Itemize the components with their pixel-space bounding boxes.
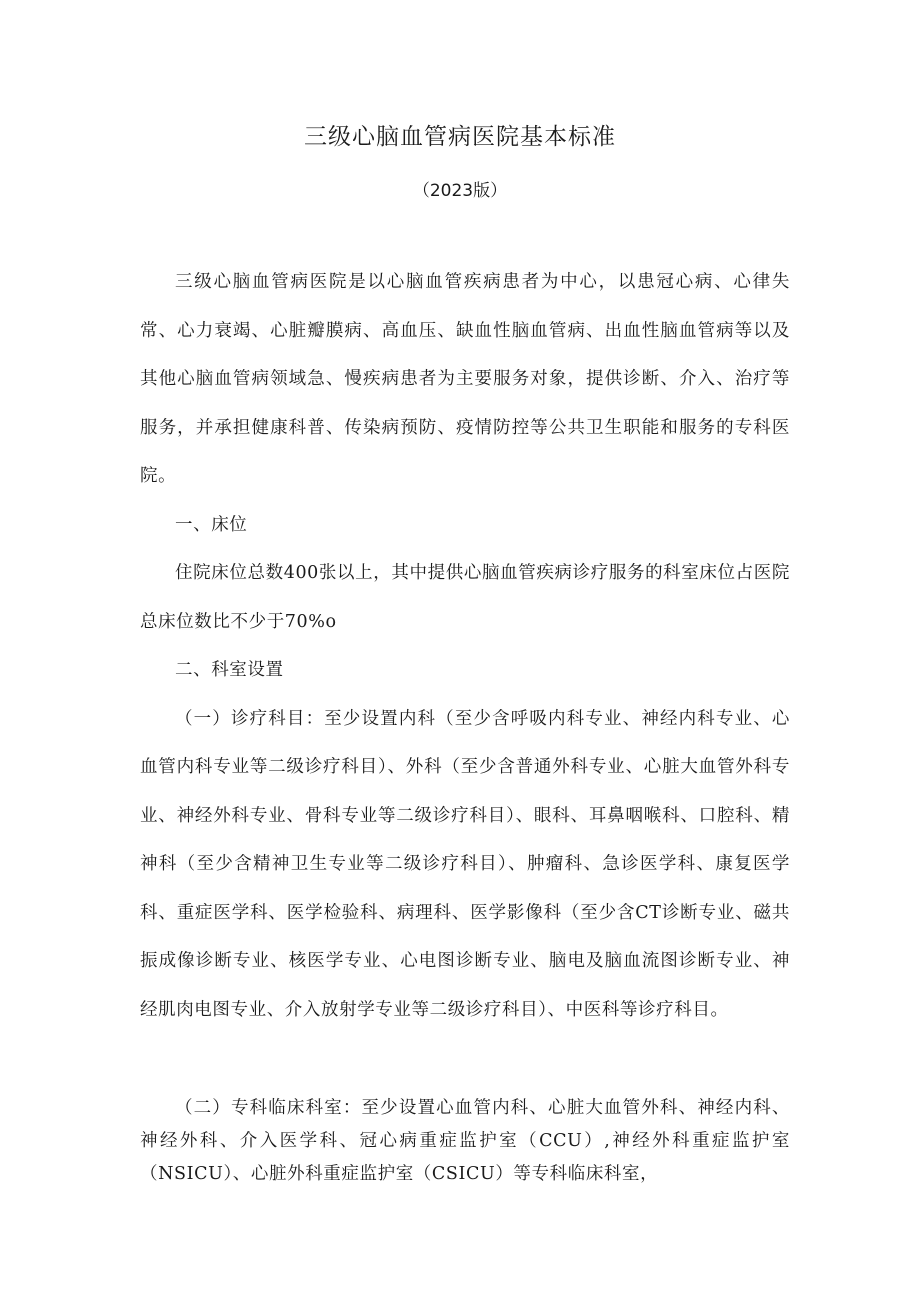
intro-paragraph: 三级心脑血管病医院是以心脑血管疾病患者为中心，以患冠心病、心律失常、心力衰竭、心脏瓣膜病、高血压、缺血性脑血管病、出血性脑血管病等以及其他心脑血管病领域急、慢疾病患者为主要服务对象，提供诊断、介入、治疗等服务，并承担健康科普、传染病预防、疫情防控等公共卫生职能和服务的专科医院。 [140,272,790,486]
section-heading-beds: 一、床位 [175,514,248,535]
specialty-departments-paragraph: （二）专科临床科室：至少设置心血管内科、心脏大血管外科、神经内科、神经外科、介入医学科、冠心病重症监护室（CCU）,神经外科重症监护室（NSICU）、心脏外科重症监护室（CSICU）等专科临床科室， [140,1098,790,1184]
document-body [140,258,790,1034]
beds-paragraph: 住院床位总数400张以上，其中提供心脑血管疾病诊疗服务的科室床位占医院总床位数比不少于70%o [140,563,790,632]
clinical-subjects-paragraph: （一）诊疗科目：至少设置内科（至少含呼吸内科专业、神经内科专业、心血管内科专业等二级诊疗科目）、外科（至少含普通外科专业、心脏大血管外科专业、神经外科专业、骨科专业等二级诊疗科目）、眼科、耳鼻咽喉科、口腔科、精神科（至少含精神卫生专业等二级诊疗科目）、肿瘤科、急诊医学科、康复医学科、重症医学科、医学检验科、病理科、医学影像科（至少含CT诊断专业、磁共振成像诊断专业、核医学专业、心电图诊断专业、脑电及脑血流图诊断专业、神经肌肉电图专业、介入放射学专业等二级诊疗科目）、中医科等诊疗科目。 [140,708,790,1020]
section-heading-departments: 二、科室设置 [175,660,284,680]
document-subtitle: （2023版） [412,181,508,201]
document-title: 三级心脑血管病医院基本标准 [304,124,616,150]
document-body-continued [140,1092,790,1191]
